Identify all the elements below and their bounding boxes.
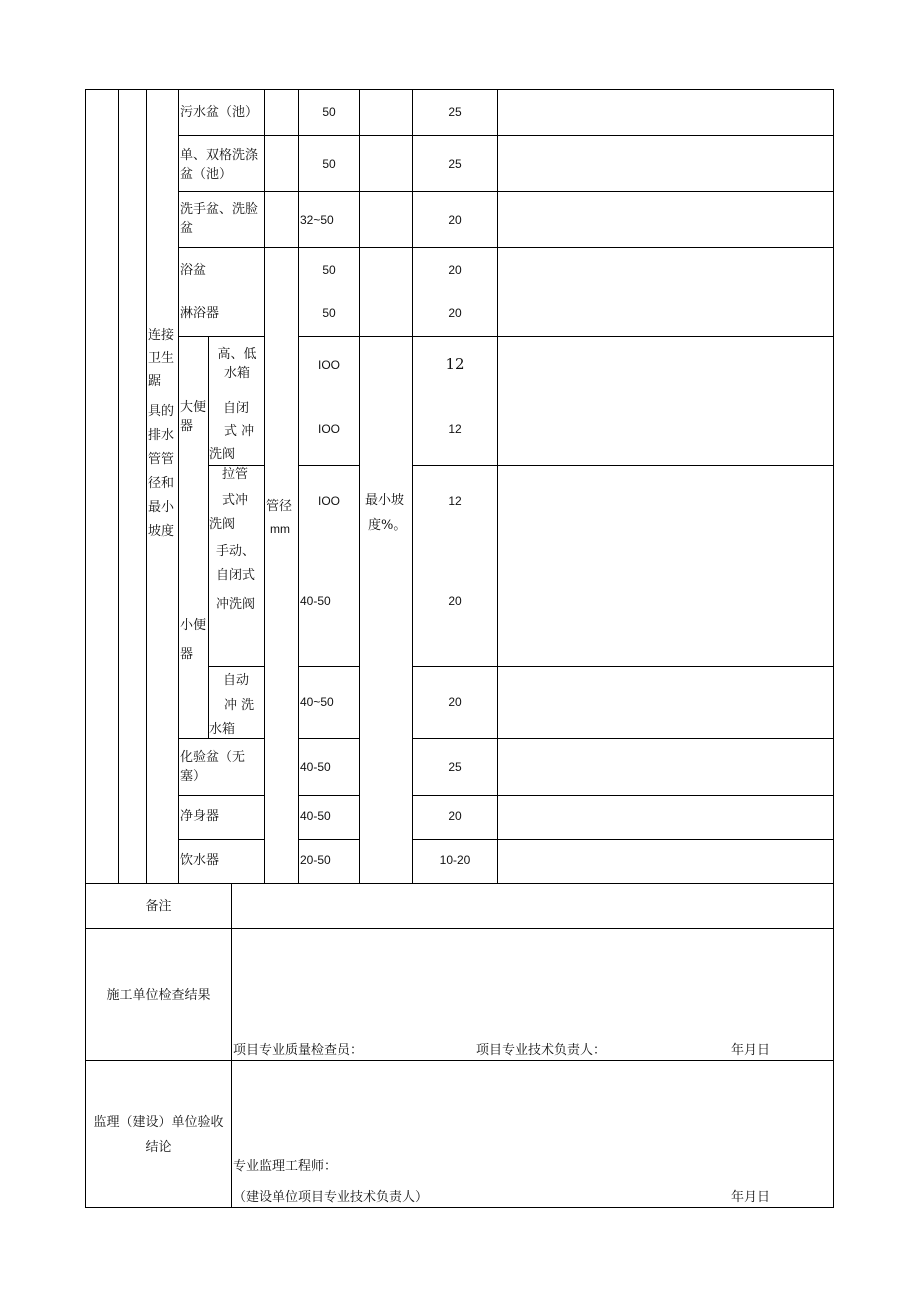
- category-label-line: 卫生: [148, 351, 175, 366]
- col-divider: [264, 89, 265, 883]
- pipe-diameter: 32~50: [300, 213, 334, 227]
- pipe-diameter: 20-50: [300, 853, 331, 867]
- col-divider: [497, 89, 498, 883]
- fixture-name: 净身器: [180, 809, 220, 824]
- min-slope: 25: [448, 157, 462, 171]
- col-divider: [298, 89, 299, 883]
- min-slope: 12: [448, 422, 462, 436]
- row-divider: [298, 465, 360, 466]
- fixture-subtype: 冲洗阀: [216, 597, 256, 612]
- row-divider: [178, 247, 834, 248]
- category-label-line: 径和: [148, 476, 175, 491]
- row-divider: [413, 795, 834, 796]
- tech-lead-label: 项目专业技术负责人：: [476, 1043, 607, 1058]
- fixture-subtype: 洗阀: [209, 447, 236, 462]
- slope-header: 最小坡: [365, 493, 405, 508]
- pipe-diameter: 40~50: [300, 695, 334, 709]
- row-divider: [298, 336, 834, 337]
- row-divider: [178, 135, 834, 136]
- category-label-line: 排水: [148, 428, 175, 443]
- fixture-name: 污水盆（池）: [180, 105, 259, 120]
- pipe-diameter: 40-50: [300, 594, 331, 608]
- fixture-subtype: 洗阀: [209, 517, 236, 532]
- diameter-header: 管径: [266, 499, 293, 514]
- category-label-line: 踞: [148, 374, 162, 389]
- min-slope: 20: [448, 809, 462, 823]
- row-divider: [413, 465, 834, 466]
- row-divider: [178, 336, 265, 337]
- fixture-subtype: 自动: [223, 673, 250, 688]
- pipe-diameter: 40-50: [300, 760, 331, 774]
- min-slope: 25: [448, 105, 462, 119]
- diameter-unit: mm: [270, 522, 290, 536]
- row-divider: [208, 666, 265, 667]
- fixture-group-name-line2: 器: [180, 647, 194, 662]
- fixture-subtype: 自闭式: [216, 568, 256, 583]
- quality-inspector-label: 项目专业质量检查员：: [233, 1043, 364, 1058]
- fixture-group-name: 小便: [180, 618, 207, 633]
- row-divider: [298, 666, 360, 667]
- fixture-name: 单、双格洗涤盆（池）: [180, 148, 259, 182]
- row-divider: [413, 839, 834, 840]
- row-divider: [298, 795, 360, 796]
- row-divider: [178, 191, 834, 192]
- fixture-subtype: 式 冲: [224, 424, 255, 439]
- fixture-name: 化验盆（无塞）: [180, 750, 246, 784]
- row-divider: [298, 839, 360, 840]
- pipe-diameter: 50: [322, 306, 336, 320]
- date-label: 年月日: [731, 1043, 771, 1058]
- min-slope: 12: [448, 494, 462, 508]
- table-left-border: [85, 89, 86, 1208]
- col-divider: [178, 89, 179, 883]
- min-slope: 25: [448, 760, 462, 774]
- remarks-field[interactable]: [232, 884, 833, 928]
- pipe-diameter: 50: [322, 157, 336, 171]
- fixture-group-name: 大便器: [180, 400, 207, 434]
- pipe-diameter: 50: [322, 105, 336, 119]
- row-divider: [178, 839, 265, 840]
- min-slope: 12: [445, 355, 465, 373]
- pipe-diameter: 40-50: [300, 809, 331, 823]
- table-right-border: [833, 89, 834, 1208]
- fixture-name: 浴盆: [180, 263, 207, 278]
- supervising-engineer-label: 专业监理工程师：: [233, 1159, 338, 1174]
- fixture-subtype: 冲 洗: [224, 698, 255, 713]
- table-bottom-border: [85, 1207, 834, 1208]
- fixture-name: 洗手盆、洗脸盆: [180, 202, 259, 236]
- row-divider: [178, 795, 265, 796]
- fixture-subtype: 自闭: [223, 401, 250, 416]
- fixture-subtype: 式冲: [222, 493, 249, 508]
- date-label: 年月日: [731, 1190, 771, 1205]
- pipe-diameter: IOO: [317, 358, 340, 372]
- category-label-line: 最小: [148, 500, 175, 515]
- supervision-label-line2: 结论: [145, 1140, 172, 1155]
- col-divider: [146, 89, 147, 883]
- category-label-line: 具的: [148, 404, 175, 419]
- construction-result-field[interactable]: [232, 929, 833, 1035]
- table-top-border: [85, 89, 834, 90]
- pipe-diameter: IOO: [317, 422, 340, 436]
- remarks-label: 备注: [145, 899, 172, 914]
- supervision-label: 监理（建设）单位验收: [93, 1115, 224, 1130]
- row-divider: [413, 666, 834, 667]
- category-label-line: 连接: [148, 328, 175, 343]
- owner-tech-lead-label: （建设单位项目专业技术负责人）: [233, 1190, 429, 1205]
- slope-header-line2: 度%。: [368, 518, 407, 533]
- row-divider: [413, 738, 834, 739]
- min-slope: 20: [448, 594, 462, 608]
- row-divider: [298, 738, 360, 739]
- col-divider: [118, 89, 119, 883]
- col-divider: [359, 89, 360, 883]
- fixture-subtype: 高、低水箱: [217, 347, 257, 381]
- pipe-diameter: 50: [322, 263, 336, 277]
- pipe-diameter: IOO: [317, 494, 340, 508]
- category-label-line: 管管: [148, 452, 175, 467]
- fixture-subtype: 水箱: [209, 722, 236, 737]
- fixture-name: 淋浴器: [180, 306, 220, 321]
- construction-result-label: 施工单位检查结果: [106, 988, 211, 1003]
- supervision-conclusion-field[interactable]: [232, 1061, 833, 1153]
- fixture-name: 饮水器: [180, 853, 220, 868]
- min-slope: 20: [448, 263, 462, 277]
- fixture-subtype: 手动、: [216, 544, 256, 559]
- col-divider: [208, 336, 209, 738]
- min-slope: 10-20: [439, 853, 471, 867]
- min-slope: 20: [448, 695, 462, 709]
- min-slope: 20: [448, 213, 462, 227]
- min-slope: 20: [448, 306, 462, 320]
- fixture-subtype: 拉管: [222, 467, 249, 482]
- category-label-line: 坡度: [148, 524, 175, 539]
